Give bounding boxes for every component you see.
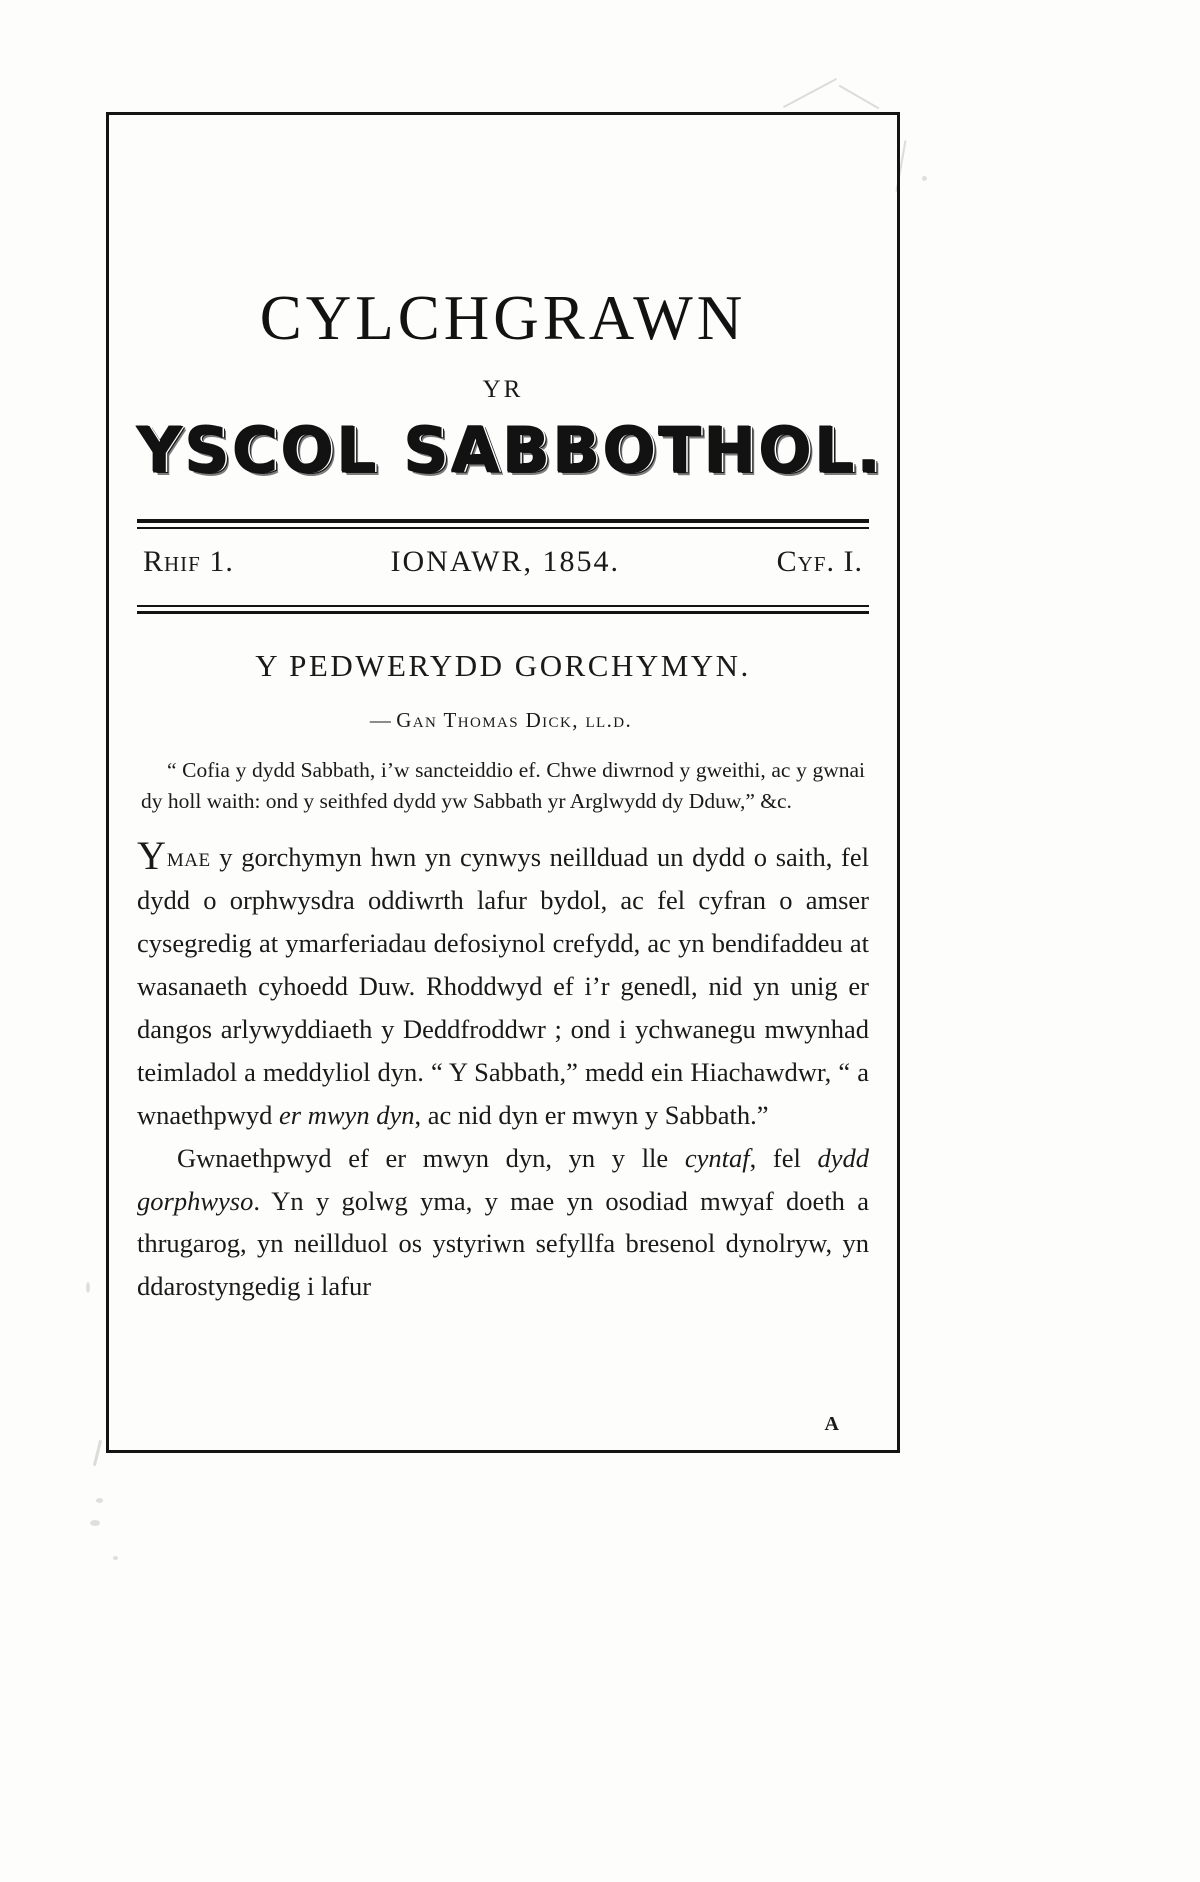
scan-speckle	[922, 176, 927, 181]
scan-speckle	[113, 1556, 118, 1560]
divider-bottom	[137, 605, 869, 614]
paragraph-2-emphasis-2: dydd gorphwyso	[137, 1142, 869, 1216]
scan-smudge	[93, 1440, 102, 1466]
journal-title: CYLCHGRAWN	[259, 283, 747, 353]
issue-line	[137, 529, 869, 589]
paragraph-2-emphasis-1: cyntaf	[684, 1142, 750, 1173]
article-byline	[137, 708, 869, 733]
journal-title-decorative: YSCOL SABBOTHOL.	[137, 414, 884, 487]
scan-smudge	[783, 78, 837, 108]
article-epigraph	[137, 755, 869, 816]
paragraph-2-text-b: , fel	[749, 1142, 818, 1173]
scan-speckle	[96, 1498, 103, 1503]
paragraph-1-smallcaps: mae	[166, 842, 211, 873]
body-paragraph-1	[137, 833, 869, 1136]
issue-number: Rhif 1.	[143, 545, 234, 579]
dropcap: Y	[137, 833, 167, 879]
article-body	[137, 833, 869, 1308]
volume-number: Cyf. I.	[776, 545, 863, 579]
paragraph-1-text: y gorchymyn hwn yn cynwys neillduad un dydd o saith, fel dydd o orphwysdra oddiwrth lafur bydol, ac fel cyfran o amser cysegredig at ymarferiadau defosiynol crefydd, ac yn bendifaddeu at wasanaeth cyhoedd Duw. Rhoddwyd ef i’r genedl, nid yn unig er dangos arlywyddiaeth y Deddfroddwr ; ond i ychwanegu mwynhad teimladol a meddyliol dyn. “ Y Sabbath,” medd ein Hiachawdwr, “ a wnaethpwyd	[137, 842, 869, 1130]
paragraph-1-emphasis: er mwyn dyn	[279, 1099, 415, 1130]
issue-date: IONAWR, 1854.	[390, 545, 620, 579]
scan-smudge	[839, 85, 880, 110]
masthead	[137, 283, 884, 487]
paragraph-1-tail: , ac nid dyn er mwyn y Sabbath.”	[414, 1099, 769, 1130]
byline-dash: —	[369, 708, 393, 733]
article-title: Y PEDWERYDD GORCHYMYN.	[255, 648, 751, 684]
paragraph-2-text-a: Gwnaethpwyd ef er mwyn dyn, yn y lle	[177, 1142, 685, 1173]
signature-mark: A	[824, 1413, 839, 1435]
body-paragraph-2	[137, 1137, 869, 1309]
divider-top	[137, 519, 869, 529]
scan-speckle	[90, 1520, 100, 1526]
page-border	[106, 112, 900, 1453]
paragraph-2-text-c: . Yn y golwg yma, y mae yn osodiad mwyaf doeth a thrugarog, yn neillduol os ystyriwn sefyllfa bresenol dynolryw, yn ddarostyngedig i lafur	[137, 1185, 869, 1302]
journal-title-connector: YR	[482, 376, 524, 403]
byline-text: Gan Thomas Dick, ll.d.	[396, 708, 633, 733]
scan-speckle	[86, 1282, 90, 1293]
epigraph-text: “ Cofia y dydd Sabbath, i’w sancteiddio ef. Chwe diwrnod y gweithi, ac y gwnai dy holl waith: ond y seithfed dydd yw Sabbath yr Arglwydd dy Dduw,” &c.	[141, 758, 865, 813]
